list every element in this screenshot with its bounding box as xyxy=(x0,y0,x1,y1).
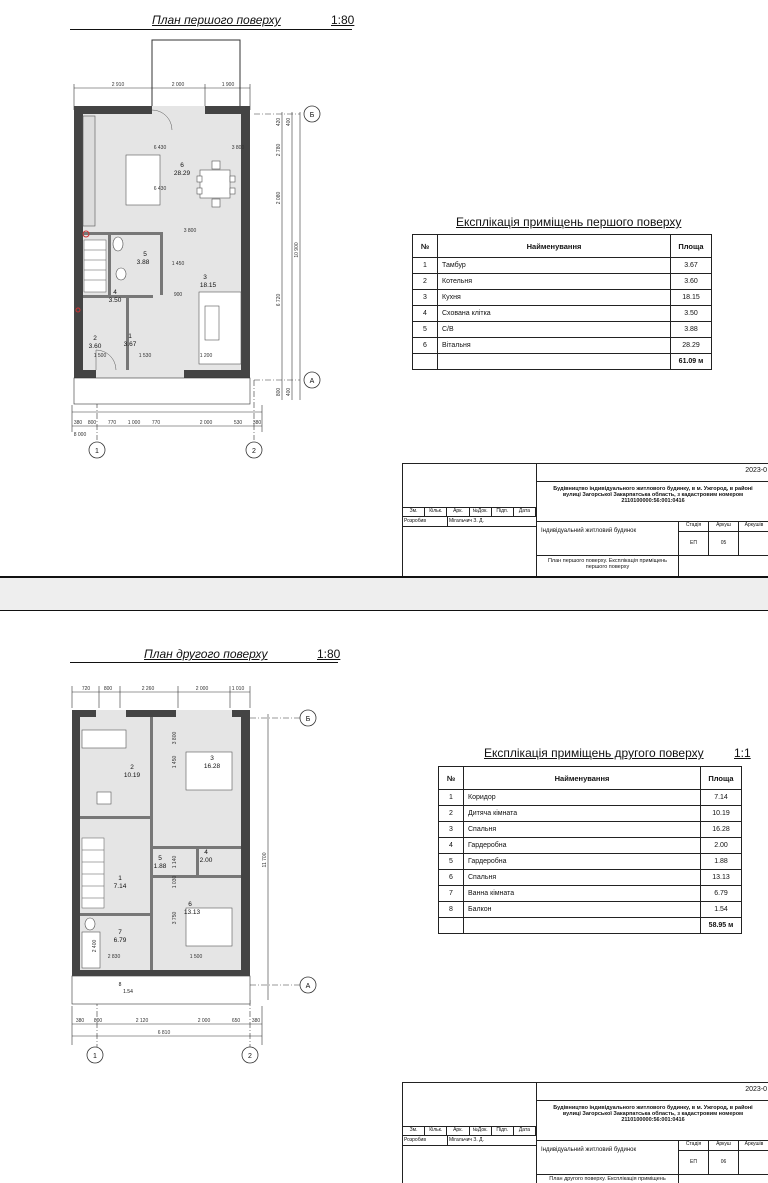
room-name: С/В xyxy=(438,322,671,338)
room-number: 2 xyxy=(93,335,97,342)
table-row xyxy=(413,274,712,290)
title-underline xyxy=(70,662,338,663)
table-row xyxy=(413,290,712,306)
dim-right: 800 xyxy=(276,387,282,397)
stamp-stage-label: Стадія xyxy=(679,522,709,532)
dim-right: 400 xyxy=(286,117,292,127)
room-area: 3.88 xyxy=(136,259,150,266)
room-area: 7.14 xyxy=(701,790,742,806)
row-number: 1 xyxy=(439,790,464,806)
room-area: 18.15 xyxy=(671,290,712,306)
row-number: 4 xyxy=(413,306,438,322)
row-number: 5 xyxy=(439,854,464,870)
dim-right: 6 720 xyxy=(276,293,282,307)
col-header: № xyxy=(413,235,438,258)
room-number: 3 xyxy=(210,755,214,762)
row-number: 8 xyxy=(439,902,464,918)
room-area: 6.79 xyxy=(113,937,127,944)
stamp-sheet: 05 xyxy=(709,532,739,556)
dim-inner: 2 400 xyxy=(92,939,98,953)
stamp-header-cell: Зм. xyxy=(403,508,425,516)
room-number: 7 xyxy=(118,929,122,936)
stamp-header-cell: Підп. xyxy=(492,1127,514,1135)
room-area: 16.28 xyxy=(203,763,221,770)
stamp-desc: План першого поверху. Експлікація приміщень першого поверху xyxy=(537,556,679,576)
row-number: 4 xyxy=(439,838,464,854)
row-number: 2 xyxy=(413,274,438,290)
dim-inner: 1 500 xyxy=(93,353,107,359)
room-name: Ванна кімната xyxy=(464,886,701,902)
room-area: 2.00 xyxy=(199,857,213,864)
room-name: Вітальня xyxy=(438,338,671,354)
dim-top: 720 xyxy=(81,686,91,692)
col-header: Площа xyxy=(701,767,742,790)
dim-bottom: 650 xyxy=(231,1018,241,1024)
stamp-header-cell: Підп. xyxy=(492,508,514,516)
axis-label: Б xyxy=(309,112,315,119)
dim-bottom: 380 xyxy=(75,1018,85,1024)
dim-bottom: 380 xyxy=(251,1018,261,1024)
plan-title: План другого поверху xyxy=(144,647,268,661)
col-header: № xyxy=(439,767,464,790)
room-area: 3.60 xyxy=(88,343,102,350)
stamp-header-row xyxy=(403,508,537,517)
stamp-object: Індивідуальний житловий будинок xyxy=(537,1141,679,1175)
stamp-stage: ЕП xyxy=(679,532,709,556)
room-area: 3.88 xyxy=(671,322,712,338)
table-header-row xyxy=(439,767,742,790)
floor-plan-1 xyxy=(0,0,340,470)
page-separator xyxy=(0,610,768,611)
room-area: 28.29 xyxy=(173,170,191,177)
row-number: 3 xyxy=(439,822,464,838)
explication-table xyxy=(412,234,712,370)
room-name: Балкон xyxy=(464,902,701,918)
dim-top: 2 910 xyxy=(111,82,125,88)
dim-bottom: 530 xyxy=(233,420,243,426)
project-name: Будівництво індивідуального житлового будинку, в м. Ужгород, в районі вулиці Загорської Закарпатська область, з кадастровим номером 2110100000:56:001:0416 xyxy=(537,482,768,522)
dim-top: 1 900 xyxy=(221,82,235,88)
room-name: Спальня xyxy=(464,822,701,838)
room-name: Кухня xyxy=(438,290,671,306)
dim-inner: 3 800 xyxy=(183,228,197,234)
page-gap xyxy=(0,578,768,610)
dim-bottom: 770 xyxy=(151,420,161,426)
row-number: 6 xyxy=(413,338,438,354)
dim-right: 11 700 xyxy=(262,852,268,868)
dim-inner: 1 450 xyxy=(171,261,185,267)
dim-inner: 1 450 xyxy=(172,755,178,769)
plan-title: План першого поверху xyxy=(152,13,281,27)
title-block xyxy=(402,1082,768,1183)
dim-bottom: 380 xyxy=(252,420,262,426)
row-number: 1 xyxy=(413,258,438,274)
room-number: 2 xyxy=(130,764,134,771)
stamp-header-cell: Арк. xyxy=(447,508,469,516)
stamp-stage: ЕП xyxy=(679,1151,709,1175)
row-number: 3 xyxy=(413,290,438,306)
stamp-sheets-label: Аркушів xyxy=(739,522,768,532)
table-row xyxy=(439,902,742,918)
dim-inner: 3 750 xyxy=(172,911,178,925)
table-row xyxy=(439,822,742,838)
room-area: 3.60 xyxy=(671,274,712,290)
stamp-header-cell: Дата xyxy=(514,1127,536,1135)
table-total-row xyxy=(439,918,742,934)
dim-top: 2 000 xyxy=(195,686,209,692)
table-row xyxy=(439,838,742,854)
stamp-header-cell: Зм. xyxy=(403,1127,425,1135)
total-area: 58.95 м xyxy=(701,918,742,934)
dim-top: 2 000 xyxy=(171,82,185,88)
room-number: 4 xyxy=(204,849,208,856)
room-number: 1 xyxy=(128,333,132,340)
room-name: Тамбур xyxy=(438,258,671,274)
axis-label: Б xyxy=(305,716,311,723)
stamp-header-cell: Дата xyxy=(514,508,536,516)
project-code: 2023-0 xyxy=(537,1083,768,1101)
dim-bottom: 2 120 xyxy=(135,1018,149,1024)
stamp-person: Мігальчич З. Д. xyxy=(448,517,537,527)
stamp-role: Розробив xyxy=(403,1136,448,1146)
dim-inner: 1 030 xyxy=(172,875,178,889)
dim-inner: 900 xyxy=(173,292,183,298)
dim-bottom: 380 xyxy=(73,420,83,426)
dim-inner: 1 500 xyxy=(189,954,203,960)
dim-top: 2 260 xyxy=(141,686,155,692)
dim-inner: 1 530 xyxy=(138,353,152,359)
dim-bottom-total: 8 000 xyxy=(73,432,87,438)
dim-right: 420 xyxy=(276,117,282,127)
room-name: Дитяча кімната xyxy=(464,806,701,822)
plan-scale: 1:80 xyxy=(317,647,341,661)
axis-label: 1 xyxy=(95,448,99,455)
stamp-object: Індивідуальний житловий будинок xyxy=(537,522,679,556)
row-number: 6 xyxy=(439,870,464,886)
room-number: 3 xyxy=(203,274,207,281)
room-name: Коридор xyxy=(464,790,701,806)
dim-bottom-total: 6 810 xyxy=(157,1030,171,1036)
stamp-stage-label: Стадія xyxy=(679,1141,709,1151)
dim-bottom: 2 000 xyxy=(199,420,213,426)
stamp-desc: План другого поверху. Експлікація приміщень xyxy=(537,1175,679,1183)
room-area: 1.54 xyxy=(701,902,742,918)
dim-right: 2 080 xyxy=(276,191,282,205)
stamp-role: Розробив xyxy=(403,517,448,527)
axis-label: А xyxy=(305,983,311,990)
dim-inner: 3 800 xyxy=(172,731,178,745)
explication-scale: 1:1 xyxy=(734,746,751,760)
stamp-header-cell: Арк. xyxy=(447,1127,469,1135)
title-block xyxy=(402,463,768,577)
room-number: 5 xyxy=(143,251,147,258)
room-name: Гардеробна xyxy=(464,838,701,854)
table-row xyxy=(439,806,742,822)
stamp-header-cell: Кільк. xyxy=(425,508,447,516)
room-name: Спальня xyxy=(464,870,701,886)
dim-right: 10 900 xyxy=(294,242,300,258)
dim-inner: 6 430 xyxy=(153,145,167,151)
dim-bottom: 2 000 xyxy=(197,1018,211,1024)
stamp-header-cell: №Док. xyxy=(470,1127,492,1135)
room-number: 6 xyxy=(188,901,192,908)
table-row xyxy=(413,322,712,338)
room-area: 16.28 xyxy=(701,822,742,838)
col-header: Найменування xyxy=(464,767,701,790)
room-area: 3.50 xyxy=(108,297,122,304)
room-number: 6 xyxy=(180,162,184,169)
room-area: 1.88 xyxy=(153,863,167,870)
dim-right: 400 xyxy=(286,387,292,397)
explication-table xyxy=(438,766,742,934)
room-number: 4 xyxy=(113,289,117,296)
stamp-header-cell: №Док. xyxy=(470,508,492,516)
room-area: 3.67 xyxy=(671,258,712,274)
table-row xyxy=(439,854,742,870)
table-row xyxy=(413,258,712,274)
dim-bottom: 800 xyxy=(93,1018,103,1024)
table-row xyxy=(439,870,742,886)
room-area: 7.14 xyxy=(113,883,127,890)
room-area: 1.54 xyxy=(123,989,133,995)
dim-bottom: 1 000 xyxy=(127,420,141,426)
room-area: 13.13 xyxy=(701,870,742,886)
dim-inner: 1 140 xyxy=(172,855,178,869)
dim-top: 1 010 xyxy=(231,686,245,692)
room-number: 8 xyxy=(118,982,122,988)
dim-inner: 1 200 xyxy=(199,353,213,359)
floor-plan-2 xyxy=(0,670,340,1070)
room-area: 6.79 xyxy=(701,886,742,902)
stamp-sheet-label: Аркуш xyxy=(709,1141,739,1151)
total-area: 61.09 м xyxy=(671,354,712,370)
room-area: 10.19 xyxy=(701,806,742,822)
table-row xyxy=(413,306,712,322)
explication-title: Експлікація приміщень першого поверху xyxy=(456,215,682,229)
dim-top: 800 xyxy=(103,686,113,692)
col-header: Найменування xyxy=(438,235,671,258)
room-area: 3.50 xyxy=(671,306,712,322)
stamp-sheets-label: Аркушів xyxy=(739,1141,768,1151)
room-area: 18.15 xyxy=(199,282,217,289)
axis-label: А xyxy=(309,378,315,385)
table-row xyxy=(439,886,742,902)
axis-label: 1 xyxy=(93,1053,97,1060)
room-name: Гардеробна xyxy=(464,854,701,870)
stamp-sheet-label: Аркуш xyxy=(709,522,739,532)
table-row xyxy=(439,790,742,806)
stamp-sheet: 06 xyxy=(709,1151,739,1175)
room-number: 1 xyxy=(118,875,122,882)
dim-inner: 2 830 xyxy=(107,954,121,960)
dim-bottom: 770 xyxy=(107,420,117,426)
stamp-header-row xyxy=(403,1127,537,1136)
explication-title: Експлікація приміщень другого поверху xyxy=(484,746,704,760)
stamp-person: Мігальчич З. Д. xyxy=(448,1136,537,1146)
row-number: 5 xyxy=(413,322,438,338)
room-area: 10.19 xyxy=(123,772,141,779)
table-total-row xyxy=(413,354,712,370)
row-number: 2 xyxy=(439,806,464,822)
axis-label: 2 xyxy=(252,448,256,455)
dim-right: 2 780 xyxy=(276,143,282,157)
room-area: 1.88 xyxy=(701,854,742,870)
project-code: 2023-0 xyxy=(537,464,768,482)
room-name: Котельня xyxy=(438,274,671,290)
room-name: Схована клітка xyxy=(438,306,671,322)
dim-bottom: 800 xyxy=(87,420,97,426)
dim-inner: 6 430 xyxy=(153,186,167,192)
col-header: Площа xyxy=(671,235,712,258)
table-row xyxy=(413,338,712,354)
plan-scale: 1:80 xyxy=(331,13,355,27)
axis-label: 2 xyxy=(248,1053,252,1060)
room-area: 28.29 xyxy=(671,338,712,354)
project-name: Будівництво індивідуального житлового будинку, в м. Ужгород, в районі вулиці Загорської Закарпатська область, з кадастровим номером 2110100000:56:001:0416 xyxy=(537,1101,768,1141)
room-area: 3.67 xyxy=(123,341,137,348)
dim-inner: 3 800 xyxy=(231,145,245,151)
room-number: 5 xyxy=(158,855,162,862)
row-number: 7 xyxy=(439,886,464,902)
stamp-header-cell: Кільк. xyxy=(425,1127,447,1135)
room-area: 13.13 xyxy=(183,909,201,916)
room-area: 2.00 xyxy=(701,838,742,854)
table-header-row xyxy=(413,235,712,258)
